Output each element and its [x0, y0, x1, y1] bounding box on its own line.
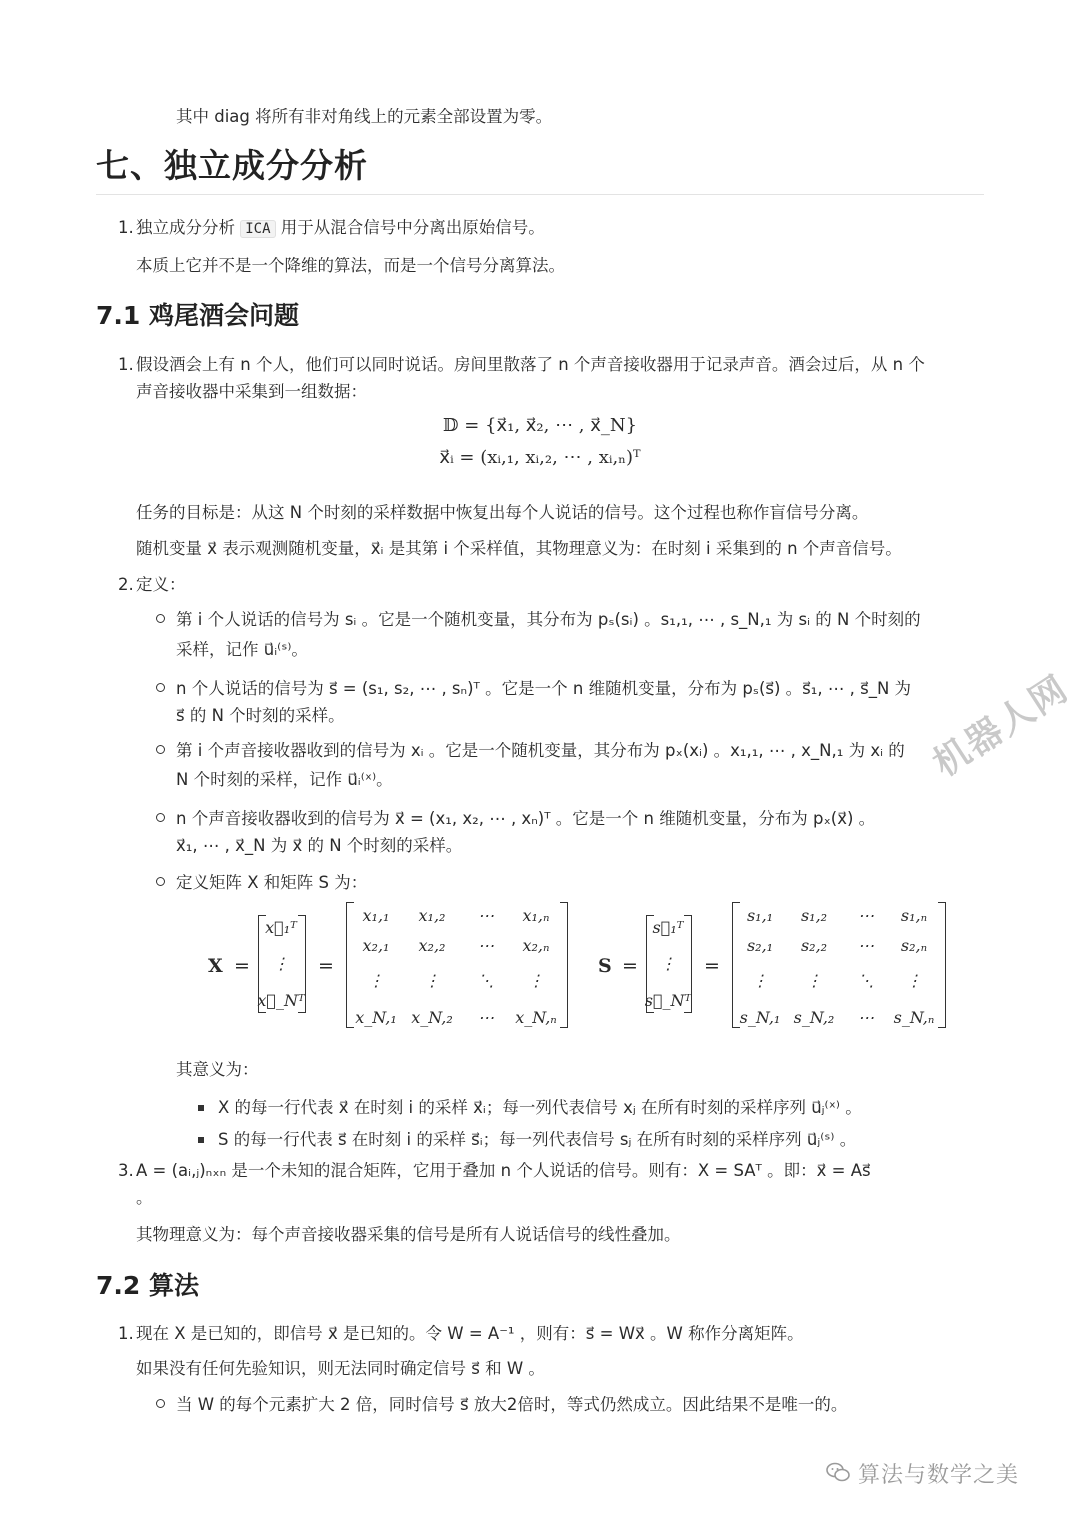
matrix-cell: ⋮ [528, 971, 544, 990]
matrix-cell: ⋯ [478, 1008, 494, 1027]
subsection-title-7-1: 7.1 鸡尾酒会问题 [96, 301, 299, 330]
col-entry: ⋮ [660, 954, 676, 973]
def-3-line-2: N 个时刻的采样，记作 u⃗ᵢ⁽ˣ⁾。 [176, 770, 393, 789]
def-2-line-2: s⃗ 的 N 个时刻的采样。 [176, 706, 345, 725]
matrix-cell: s_N,₂ [793, 1008, 835, 1027]
matrix-s-label: S [598, 955, 612, 977]
matrix-cell: ⋯ [478, 936, 494, 955]
equals-sign: = [234, 955, 250, 977]
definition-label: 定义： [136, 575, 186, 594]
physical-meaning: 其物理意义为：每个声音接收器采集的信号是所有人说话信号的线性叠加。 [136, 1225, 681, 1244]
matrix-cell: x₁,₂ [418, 906, 446, 925]
algorithm-bullet-1: 当 W 的每个元素扩大 2 倍，同时信号 s⃗ 放大2倍时，等式仍然成立。因此结果不是唯一的。 [176, 1395, 848, 1414]
col-entry: x⃗_Nᵀ [257, 991, 305, 1010]
section-divider [96, 194, 984, 195]
ica-definition [136, 215, 545, 241]
matrix-cell: ⋮ [752, 971, 768, 990]
mixing-matrix-line-2: 。 [136, 1188, 153, 1207]
matrix-cell: x₁,₁ [362, 906, 390, 925]
matrix-cell: x_N,₁ [355, 1008, 397, 1027]
matrix-cell: s_N,ₙ [893, 1008, 935, 1027]
matrix-x-label: X [208, 955, 223, 977]
equals-sign: = [318, 955, 334, 977]
list-number: 3. [118, 1161, 134, 1180]
matrix-cell: ⋮ [368, 971, 384, 990]
matrix-cell: ⋯ [858, 936, 874, 955]
random-variable-note: 随机变量 x⃗ 表示观测随机变量，x⃗ᵢ 是其第 i 个采样值，其物理意义为：在时刻 i 采集到的 n 个声音信号。 [136, 539, 902, 558]
p1-line-2: 声音接收器中采集到一组数据： [136, 382, 367, 401]
matrix-cell: x₁,ₙ [522, 906, 550, 925]
bullet-icon [156, 745, 165, 754]
matrix-cell: ⋯ [858, 1008, 874, 1027]
task-goal: 任务的目标是：从这 N 个时刻的采样数据中恢复出每个人说话的信号。这个过程也称作盲信号分离。 [136, 503, 869, 522]
subsection-title-7-2: 7.2 算法 [96, 1271, 199, 1300]
col-entry: ⋮ [273, 954, 289, 973]
matrix-cell: ⋮ [906, 971, 922, 990]
algorithm-line-2: 如果没有任何先验知识，则无法同时确定信号 s⃗ 和 W 。 [136, 1359, 545, 1378]
matrix-cell: x_N,₂ [411, 1008, 453, 1027]
mixing-matrix-line-1: A = (aᵢ,ⱼ)ₙₓₙ 是一个未知的混合矩阵，它用于叠加 n 个人说话的信号。则有：X = SAᵀ 。即：x⃗ = As⃗ [136, 1161, 871, 1180]
p1-line-1: 假设酒会上有 n 个人，他们可以同时说话。房间里散落了 n 个声音接收器用于记录声音。酒会过后，从 n 个 [136, 355, 925, 374]
bullet-icon [156, 614, 165, 623]
list-number: 1. [118, 1324, 134, 1343]
matrix-cell: ⋯ [478, 906, 494, 925]
matrix-cell: ⋮ [424, 971, 440, 990]
meaning-label: 其意义为： [176, 1060, 259, 1079]
matrix-cell: s₂,₁ [746, 936, 774, 955]
matrix-cell: x₂,₁ [362, 936, 390, 955]
def-2-line-1: n 个人说话的信号为 s⃗ = (s₁, s₂, ⋯ , sₙ)ᵀ 。它是一个 n 维随机变量，分布为 pₛ(s⃗) 。s⃗₁, ⋯ , s⃗_N 为 [176, 679, 912, 698]
matrix-cell: ⋱ [478, 971, 494, 990]
ica-pre: 独立成分分析 [136, 218, 235, 237]
def-3-line-1: 第 i 个声音接收器收到的信号为 xᵢ 。它是一个随机变量，其分布为 pₓ(xᵢ) 。x₁,₁, ⋯ , x_N,₁ 为 xᵢ 的 [176, 741, 905, 760]
def-4-line-1: n 个声音接收器收到的信号为 x⃗ = (x₁, x₂, ⋯ , xₙ)ᵀ 。它是一个 n 维随机变量，分布为 pₓ(x⃗) 。 [176, 809, 876, 828]
matrix-cell: ⋮ [806, 971, 822, 990]
matrix-cell: s₁,₁ [746, 906, 774, 925]
def-1-line-1: 第 i 个人说话的信号为 sᵢ 。它是一个随机变量，其分布为 pₛ(sᵢ) 。s₁,₁, ⋯ , s_N,₁ 为 sᵢ 的 N 个时刻的 [176, 610, 921, 629]
matrix-cell: x₂,ₙ [522, 936, 550, 955]
list-number: 1. [118, 355, 134, 374]
ica-note: 本质上它并不是一个降维的算法，而是一个信号分离算法。 [136, 256, 565, 275]
col-entry: s⃗₁ᵀ [652, 918, 684, 937]
list-number: 2. [118, 575, 134, 594]
matrix-cell: s₂,ₙ [900, 936, 928, 955]
square-bullet-icon [198, 1105, 204, 1111]
matrix-cell: s₂,₂ [800, 936, 828, 955]
equation-sample: x⃗ᵢ = (xᵢ,₁, xᵢ,₂, ⋯ , xᵢ,ₙ)ᵀ [439, 447, 641, 468]
matrix-cell: x_N,ₙ [515, 1008, 557, 1027]
bullet-icon [156, 1399, 165, 1408]
meaning-2: S 的每一行代表 s⃗ 在时刻 i 的采样 s⃗ᵢ；每一列代表信号 sⱼ 在所有时刻的采样序列 u⃗ⱼ⁽ˢ⁾ 。 [218, 1130, 857, 1149]
list-number: 1. [118, 218, 134, 237]
meaning-1: X 的每一行代表 x⃗ 在时刻 i 的采样 x⃗ᵢ；每一列代表信号 xⱼ 在所有时刻的采样序列 u⃗ⱼ⁽ˣ⁾ 。 [218, 1098, 862, 1117]
footer-brand: 算法与数学之美 [858, 1463, 1020, 1488]
matrix-cell: s_N,₁ [739, 1008, 781, 1027]
bullet-icon [156, 813, 165, 822]
section-title: 七、独立成分分析 [96, 146, 368, 185]
matrix-cell: ⋱ [858, 971, 874, 990]
equals-sign: = [704, 955, 720, 977]
equation-dataset: 𝔻 = {x⃗₁, x⃗₂, ⋯ , x⃗_N} [442, 415, 638, 436]
algorithm-line-1: 现在 X 是已知的，即信号 x⃗ 是已知的。令 W = A⁻¹ ，则有：s⃗ = Wx⃗ 。W 称作分离矩阵。 [136, 1324, 804, 1343]
def-4-line-2: x⃗₁, ⋯ , x⃗_N 为 x⃗ 的 N 个时刻的采样。 [176, 836, 463, 855]
def-5: 定义矩阵 X 和矩阵 S 为： [176, 873, 368, 892]
bullet-icon [156, 683, 165, 692]
watermark: 机器人网 [926, 667, 1077, 786]
intro-line: 其中 diag 将所有非对角线上的元素全部设置为零。 [176, 107, 553, 126]
equals-sign: = [622, 955, 638, 977]
matrix-cell: s₁,ₙ [900, 906, 928, 925]
wechat-icon [826, 1462, 850, 1482]
col-entry: x⃗₁ᵀ [265, 918, 297, 937]
ica-code: ICA [240, 220, 275, 238]
matrix-cell: s₁,₂ [800, 906, 828, 925]
bullet-icon [156, 877, 165, 886]
col-entry: s⃗_Nᵀ [644, 991, 692, 1010]
def-1-line-2: 采样，记作 u⃗ᵢ⁽ˢ⁾。 [176, 640, 308, 659]
matrix-cell: x₂,₂ [418, 936, 446, 955]
square-bullet-icon [198, 1137, 204, 1143]
matrix-cell: ⋯ [858, 906, 874, 925]
ica-post: 用于从混合信号中分离出原始信号。 [280, 218, 545, 237]
